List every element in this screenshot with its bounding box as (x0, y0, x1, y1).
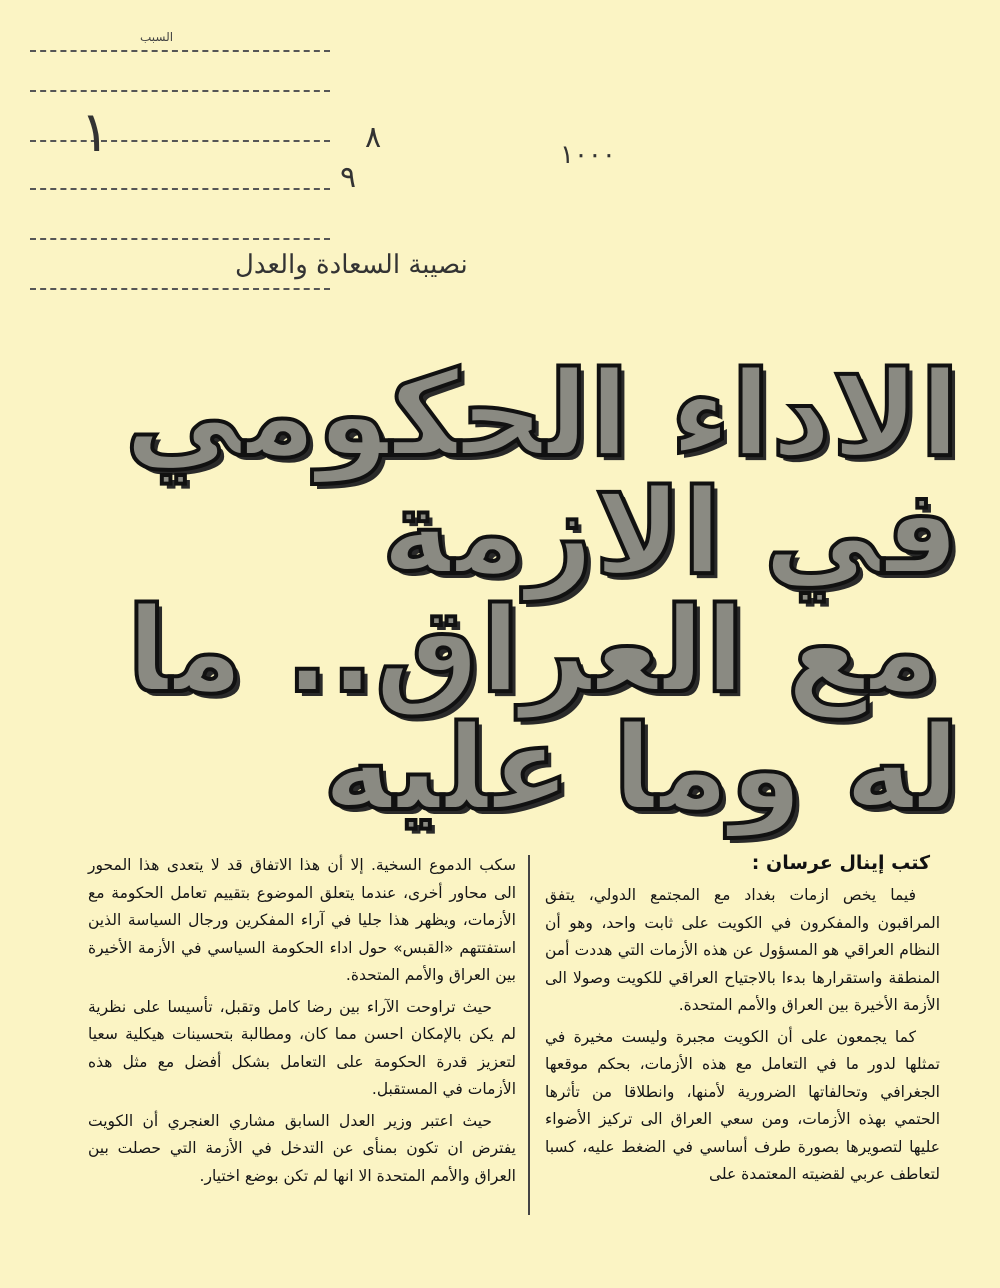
headline-line-4: له وما عليه (322, 699, 960, 837)
form-line (30, 238, 330, 240)
handwritten-number: ٩ (340, 160, 357, 195)
paragraph: كما يجمعون على أن الكويت مجبرة وليست مخيرة في تمثلها لدور ما في التعامل مع هذه الأزمات، بحكم موقعها الجغرافي وتحالفاتها الضرورية لأمنها، وانطلاقا من تأثرها الحتمي بهذه الأزمات، ومن سعي العراق الى تركيز الأضواء عليها لتصويرها بصورة طرف أساسي في الضغط عليه، كسبا لتعاطف عربي لقضيته المعتمدة على (545, 1027, 940, 1183)
paragraph: حيث تراوحت الآراء بين رضا كامل وتقبل، تأسيسا على نظرية لم يكن بالإمكان احسن مما كان، ومطالبة بتحسينات هيكلية سعيا لتعزيز قدرة الحكومة على التعامل بشكل أفضل مع مثل هذه الأزمات في المستقبل. (88, 997, 516, 1098)
form-line (30, 50, 330, 52)
headline-line-1: الاداء الحكومي (124, 345, 960, 483)
article-column-left (88, 852, 516, 1190)
form-line (30, 140, 330, 142)
handwritten-source: نصيبة السعادة والعدل (235, 250, 468, 280)
form-line (30, 288, 330, 290)
form-line (30, 188, 330, 190)
paragraph: حيث اعتبر وزير العدل السابق مشاري العنجري أن الكويت يفترض ان تكون بمنأى عن التدخل في الأزمة التي حصلت بين العراق والأمم المتحدة الا انها لم تكن بوضع اختيار. (88, 1111, 516, 1185)
handwritten-number: ١٠٠٠ (560, 140, 616, 170)
handwritten-number: ١ (80, 100, 111, 165)
headline-line-3: مع العراق.. ما (126, 581, 940, 719)
byline: كتب إينال عرسان : (751, 852, 930, 874)
article-column-right (545, 882, 940, 1189)
column-divider (528, 855, 530, 1215)
headline-line-2: في الازمة (381, 463, 960, 601)
form-line (30, 90, 330, 92)
handwritten-number: ٨ (365, 120, 382, 155)
paragraph: فيما يخص ازمات بغداد مع المجتمع الدولي، يتفق المراقبون والمفكرون في الكويت على ثابت واحد، وهو أن النظام العراقي هو المسؤول عن هذه الأزمات التي هددت أمن المنطقة واستقرارها بدءا بالاجتياح العراقي للكويت وصولا الى الأزمة الأخيرة بين العراق والأمم المتحدة. (545, 886, 940, 1014)
paragraph: سكب الدموع السخية. إلا أن هذا الاتفاق قد لا يتعدى هذا المحور الى محاور أخرى، عندما يتعلق الموضوع بتقييم تعامل الحكومة مع الأزمات، ويظهر هذا جليا في آراء المفكرين ورجال السياسة الذين استفتتهم «القبس» حول اداء الحكومة السياسي في الأزمة الأخيرة بين العراق والأمم المتحدة. (88, 856, 516, 984)
form-label: السبب (140, 30, 174, 44)
